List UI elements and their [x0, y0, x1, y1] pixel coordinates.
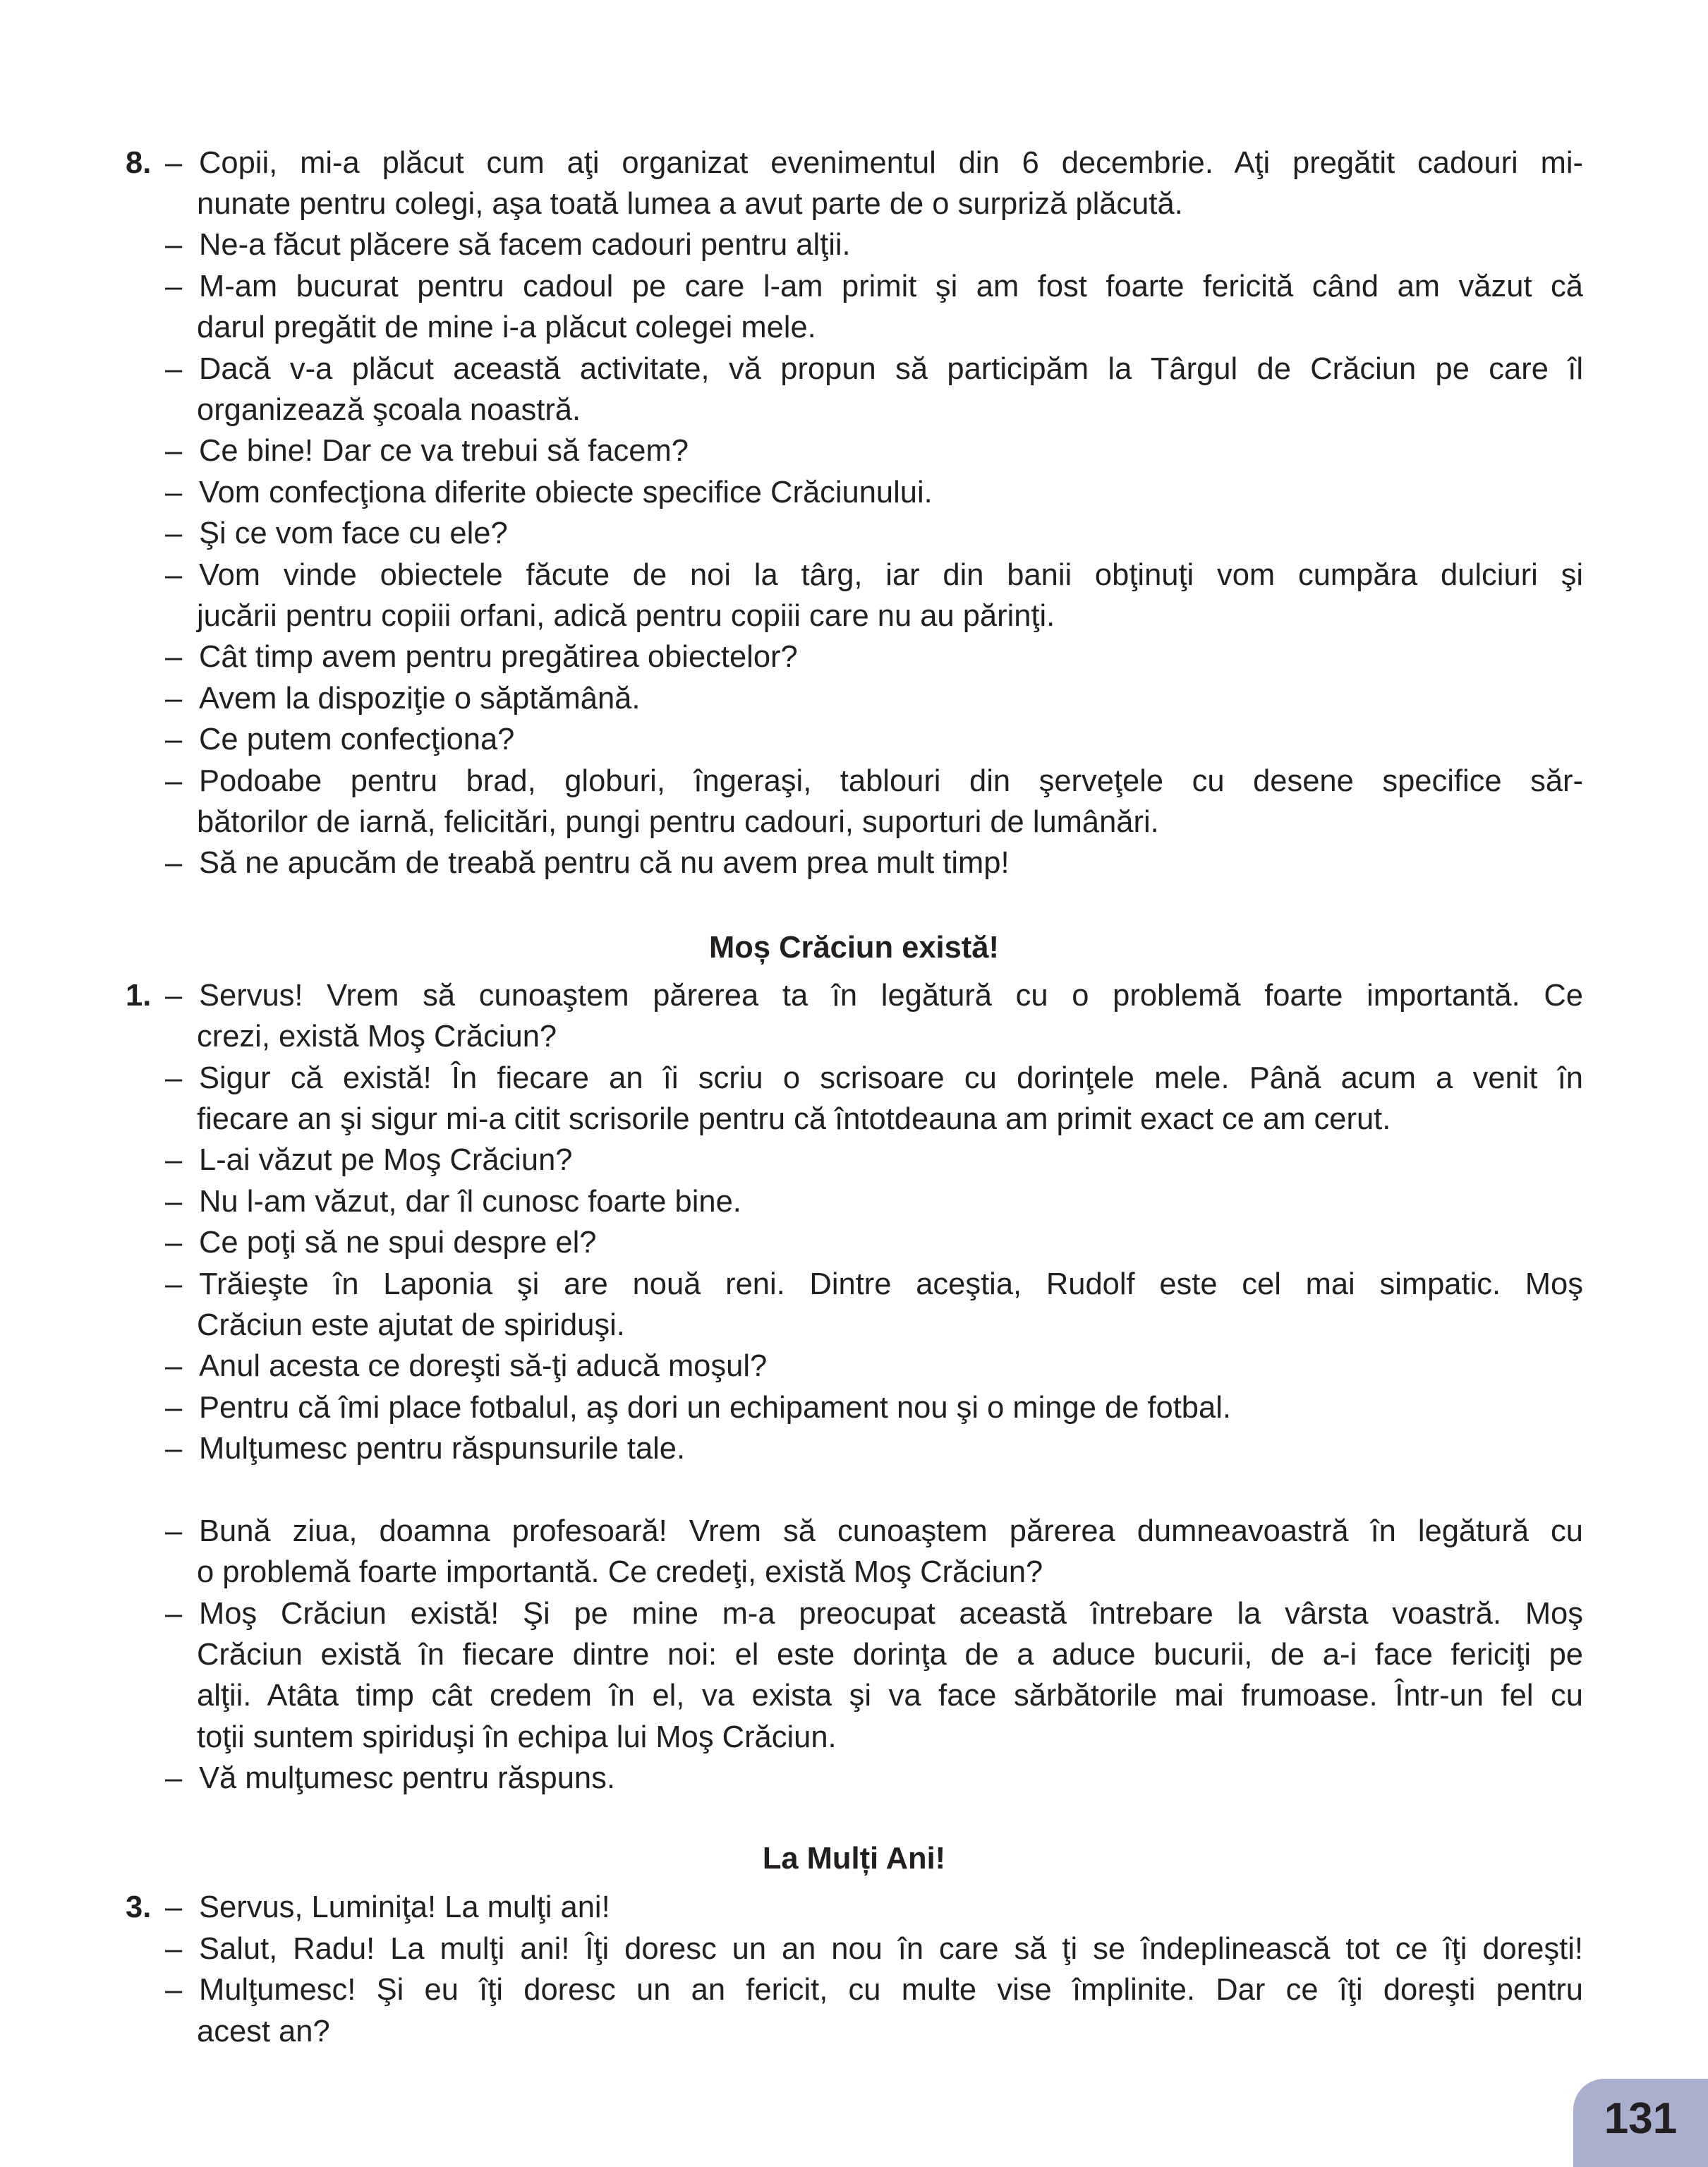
- dialog-text: Vom vinde obiectele făcute de noi la târg, iar din banii obţinuţi vom cumpăra dulciuri şi: [199, 558, 1583, 592]
- page-number-tab: [1573, 2079, 1708, 2167]
- dialog-text: Salut, Radu! La mulţi ani! Îţi doresc un an nou în care să ţi se îndeplinească tot ce îţi doreşti!: [199, 1932, 1583, 1966]
- section-heading: La Mulți Ani!: [762, 1842, 946, 1876]
- dialog-text: Ce poţi să ne spui despre el?: [199, 1226, 597, 1260]
- dialog-text: Pentru că îmi place fotbalul, aş dori un echipament nou şi o minge de fotbal.: [199, 1391, 1231, 1425]
- dialog-text: Servus! Vrem să cunoaştem părerea ta în legătură cu o problemă foarte importantă. Ce: [199, 979, 1583, 1013]
- dialog-text: Podoabe pentru brad, globuri, îngeraşi, tablouri din şerveţele cu desene specifice săr-: [199, 764, 1583, 798]
- dialog-text: Bună ziua, doamna profesoară! Vrem să cunoaştem părerea dumneavoastră în legătură cu: [199, 1514, 1583, 1548]
- dialog-text: Ce bine! Dar ce va trebui să facem?: [199, 434, 689, 468]
- dialog-text: Nu l-am văzut, dar îl cunosc foarte bine.: [199, 1185, 741, 1219]
- dialog-text: L-ai văzut pe Moş Crăciun?: [199, 1143, 573, 1177]
- dialog-text: Anul acesta ce doreşti să-ţi aducă moşul?: [199, 1349, 768, 1383]
- exercise-number: 3.: [126, 1890, 152, 1924]
- dialog-text: Şi ce vom face cu ele?: [199, 517, 508, 550]
- dialog-text: Să ne apucăm de treabă pentru că nu avem prea mult timp!: [199, 846, 1010, 880]
- textbook-page: 8. – Copii, mi-a plăcut cum aţi organizat evenimentul din 6 decembrie. Aţi pregătit cadouri mi- nunate pentru colegi, aşa toată lumea a avut parte de o surpriză plăcută. – Ne-a făcut plăcere să facem cadouri pentru alţii. – M-am bucurat pentru cadoul pe care l-am primit şi am fost foarte fericită când am văzut că darul pregătit de mine i-a plăcut colegei mele. – Dacă v-a plăcut această activitate, vă propun să participăm la Târgul de Crăciun pe care îl organizează şcoala noastră. – Ce bine! Dar ce va trebui să facem? – Vom confecţiona diferite obiecte specifice Crăciunului. – Şi ce vom face cu ele? – Vom vinde obiectele făcute de noi la târg, iar din banii obţinuţi vom cumpăra dulciuri şi jucării pentru copiii orfani, adică pentru copiii care nu au părinţi. – Cât timp avem pentru pregătirea obiectelor? – Avem la dispoziţie o săptămână. – Ce putem confecţiona? – Podoabe pentru brad, globuri, îngeraşi, tablouri din şerveţele cu desene specifice săr- bătorilor de iarnă, felicitări, pungi pentru cadouri, suporturi de lumânări. – Să ne apucăm de treabă pentru că nu avem prea mult timp! Moș Crăciun există! 1. – Servus! Vrem să cunoaştem părerea ta în legătură cu o problemă foarte importantă. Ce crezi, există Moş Crăciun? – Sigur că există! În fiecare an îi scriu o scrisoare cu dorinţele mele. Până acum a venit în fiecare an şi sigur mi-a citit scrisorile pentru că întotdeauna am primit exact ce am cerut. – L-ai văzut pe Moş Crăciun? – Nu l-am văzut, dar îl cunosc foarte bine. – Ce poţi să ne spui despre el? – Trăieşte în Laponia şi are nouă reni. Dintre aceştia, Rudolf este cel mai simpatic. Moş Crăciun este ajutat de spiriduşi. – Anul acesta ce doreşti să-ţi aducă moşul? – Pentru că îmi place fotbalul, aş dori un echipament nou şi o minge de fotbal. – Mulţumesc pentru răspunsurile tale. – Bună ziua, doamna profesoară! Vrem să cunoaştem părerea dumneavoastră în legătură cu o problemă foarte importantă. Ce credeţi, există Moş Crăciun? – Moş Crăciun există! Şi pe mine m-a preocupat această întrebare la vârsta voastră. Moş Crăciun există în fiecare dintre noi: el este dorinţa de a aduce bucurii, de a-i face fericiţi pe alţii. Atâta timp cât credem în el, va exista şi va face sărbătorile mai frumoase. Într-un fel cu toţii suntem spiriduşi în echipa lui Moş Crăciun. – Vă mulţumesc pentru răspuns. La Mulți Ani! 3. – Servus, Luminiţa! La mulţi ani! – Salut, Radu! La mulţi ani! Îţi doresc un an nou în care să ţi se îndeplinească tot ce îţi doreşti! – Mulţumesc! Şi eu îţi doresc un an fericit, cu multe vise împlinite. Dar ce îţi doreşti pentru acest an? 131: [0, 0, 1708, 2167]
- dialog-text: Mulţumesc! Şi eu îţi doresc un an fericit, cu multe vise împlinite. Dar ce îţi doreşti pentru: [199, 1973, 1583, 2007]
- dialog-text: darul pregătit de mine i-a plăcut colegei mele.: [197, 310, 816, 344]
- dialog-text: nunate pentru colegi, aşa toată lumea a avut parte de o surpriză plăcută.: [197, 187, 1183, 221]
- dialog-text: Cât timp avem pentru pregătirea obiectelor?: [199, 640, 798, 674]
- dialog-text: jucării pentru copiii orfani, adică pentru copiii care nu au părinţi.: [197, 599, 1055, 633]
- dialog-text: fiecare an şi sigur mi-a citit scrisorile pentru că întotdeauna am primit exact ce am cerut.: [197, 1102, 1391, 1136]
- dialog-text: Vă mulţumesc pentru răspuns.: [199, 1761, 615, 1795]
- exercise-number: 8.: [126, 146, 152, 180]
- dialog-text: toţii suntem spiriduşi în echipa lui Moş Crăciun.: [197, 1720, 837, 1754]
- dialog-text: Trăieşte în Laponia şi are nouă reni. Dintre aceştia, Rudolf este cel mai simpatic. Moş: [199, 1267, 1583, 1301]
- dialog-text: Ne-a făcut plăcere să facem cadouri pentru alţii.: [199, 228, 851, 262]
- dialog-text: Mulţumesc pentru răspunsurile tale.: [199, 1432, 686, 1466]
- dialog-text: Sigur că există! În fiecare an îi scriu o scrisoare cu dorinţele mele. Până acum a venit în: [199, 1061, 1583, 1095]
- dialog-text: Crăciun este ajutat de spiriduşi.: [197, 1308, 625, 1342]
- dialog-text: bătorilor de iarnă, felicitări, pungi pentru cadouri, suporturi de lumânări.: [197, 805, 1159, 839]
- dialog-text: Dacă v-a plăcut această activitate, vă propun să participăm la Târgul de Crăciun pe care îl: [199, 352, 1583, 386]
- dialog-text: alţii. Atâta timp cât credem în el, va exista şi va face sărbătorile mai frumoase. Într-un fel cu: [197, 1679, 1583, 1713]
- dialog-text: crezi, există Moş Crăciun?: [197, 1020, 557, 1054]
- dialog-text: Copii, mi-a plăcut cum aţi organizat evenimentul din 6 decembrie. Aţi pregătit cadouri mi-: [199, 146, 1583, 180]
- dialog-text: Crăciun există în fiecare dintre noi: el este dorinţa de a aduce bucurii, de a-i face fericiţi pe: [197, 1638, 1583, 1672]
- dialog-text: Ce putem confecţiona?: [199, 723, 515, 756]
- dialog-text: Moş Crăciun există! Şi pe mine m-a preocupat această întrebare la vârsta voastră. Moş: [199, 1597, 1583, 1631]
- section-heading: Moș Crăciun există!: [709, 931, 999, 965]
- dialog-text: acest an?: [197, 2015, 330, 2048]
- dialog-text: Vom confecţiona diferite obiecte specifice Crăciunului.: [199, 476, 933, 509]
- dialog-text: Servus, Luminiţa! La mulţi ani!: [199, 1890, 610, 1924]
- dialog-text: organizează şcoala noastră.: [197, 393, 581, 427]
- dialog-text: Avem la dispoziţie o săptămână.: [199, 682, 641, 716]
- page-number: 131: [1604, 2094, 1678, 2143]
- exercise-number: 1.: [126, 979, 152, 1013]
- dialog-text: M-am bucurat pentru cadoul pe care l-am primit şi am fost foarte fericită când am văzut că: [199, 270, 1583, 303]
- dialog-text: o problemă foarte importantă. Ce credeţi, există Moş Crăciun?: [197, 1555, 1043, 1589]
